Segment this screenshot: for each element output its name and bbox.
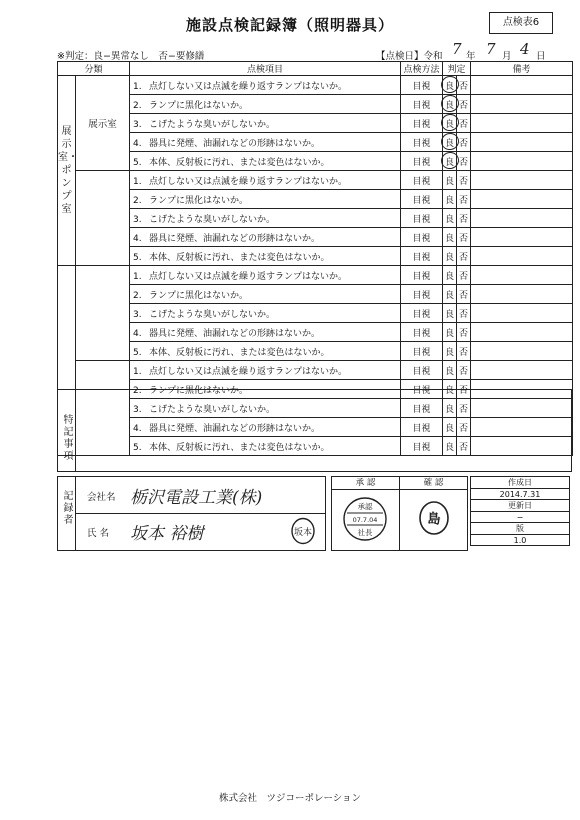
table-row <box>58 266 573 285</box>
item-cell <box>130 285 401 304</box>
table-row <box>58 285 573 304</box>
judgement-good[interactable] <box>443 285 457 304</box>
created-date: 2014.7.31 <box>471 489 570 500</box>
inspection-day: 4 <box>520 40 530 58</box>
item-cell <box>130 171 401 190</box>
item-cell <box>130 114 401 133</box>
table-row <box>58 171 573 190</box>
remarks-cell[interactable] <box>471 304 573 323</box>
judgement-bad[interactable]: 否 <box>457 114 471 133</box>
item-cell <box>130 228 401 247</box>
item-number: 3. <box>133 404 142 415</box>
good-mark: 良 <box>445 98 454 111</box>
remarks-cell[interactable] <box>471 114 573 133</box>
judgement-bad[interactable]: 否 <box>457 399 471 418</box>
remarks-cell[interactable] <box>471 228 573 247</box>
person-name-value: 坂本 裕樹 <box>130 524 204 544</box>
footer-company: 株式会社 ツジコーポレーション <box>218 793 362 804</box>
item-cell <box>130 266 401 285</box>
inspection-date-label: 【点検日】令和 <box>376 51 443 62</box>
area-label: 展示室・ポンプ室 <box>58 76 76 266</box>
judgement-good[interactable] <box>443 133 457 152</box>
item-cell <box>130 190 401 209</box>
judgement-bad[interactable]: 否 <box>457 342 471 361</box>
judgement-bad[interactable]: 否 <box>457 133 471 152</box>
form-number: 点検表6 <box>489 12 553 34</box>
table-row <box>58 114 573 133</box>
judgement-good[interactable] <box>443 209 457 228</box>
item-number: 1. <box>133 271 142 282</box>
good-mark: 良 <box>445 79 454 92</box>
judgement-good[interactable] <box>443 76 457 95</box>
item-number: 5. <box>133 442 142 453</box>
item-text: ランプに黒化はないか。 <box>149 195 249 206</box>
approval-box <box>331 476 468 551</box>
item-cell <box>130 323 401 342</box>
method-cell: 目視 <box>401 380 443 399</box>
item-cell <box>130 76 401 95</box>
approval-divider <box>399 489 400 550</box>
seal-text: 坂本 <box>293 528 313 538</box>
created-label: 作成日 <box>471 477 570 489</box>
method-cell: 目視 <box>401 247 443 266</box>
remarks-cell[interactable] <box>471 133 573 152</box>
method-cell: 目視 <box>401 228 443 247</box>
good-mark: 良 <box>445 328 455 339</box>
item-number: 2. <box>133 290 142 301</box>
good-mark: 良 <box>445 155 454 168</box>
method-cell: 目視 <box>401 399 443 418</box>
item-number: 3. <box>133 214 142 225</box>
remarks-cell[interactable] <box>471 342 573 361</box>
table-row <box>58 95 573 114</box>
judgement-good[interactable] <box>443 247 457 266</box>
item-text: 器具に発煙、油漏れなどの形跡はないか。 <box>149 233 321 244</box>
good-mark: 良 <box>445 252 455 263</box>
good-mark: 良 <box>445 309 455 320</box>
confirm-seal <box>417 499 451 537</box>
good-mark: 良 <box>445 214 455 225</box>
item-number: 4. <box>133 328 142 339</box>
stamp-date: 07.7.04 <box>352 516 378 524</box>
confirm-seal-text: 島 <box>427 512 441 527</box>
judgement-good[interactable] <box>443 152 457 171</box>
item-text: ランプに黒化はないか。 <box>149 290 249 301</box>
table-row <box>58 133 573 152</box>
good-mark: 良 <box>445 195 455 206</box>
header-item: 点検項目 <box>130 62 401 76</box>
judgement-good[interactable] <box>443 228 457 247</box>
item-text: 器具に発煙、油漏れなどの形跡はないか。 <box>149 328 321 339</box>
item-text: こげたような臭いがしないか。 <box>149 309 276 320</box>
room-cell <box>76 266 130 361</box>
stamp-top: 承認 <box>357 502 373 511</box>
room-cell <box>76 171 130 266</box>
version-value: 1.0 <box>471 535 570 546</box>
item-number: 1. <box>133 81 142 92</box>
remarks-cell[interactable] <box>471 285 573 304</box>
judgement-bad[interactable]: 否 <box>457 95 471 114</box>
good-mark: 良 <box>445 117 454 130</box>
item-number: 3. <box>133 119 142 130</box>
item-cell <box>130 95 401 114</box>
item-text: 本体、反射板に汚れ、または変色はないか。 <box>149 157 330 168</box>
header-remarks: 備考 <box>471 62 573 76</box>
judgement-criteria: ※判定：良−異常なし 否−要修繕 <box>57 51 205 62</box>
room-cell: 展示室 <box>76 76 130 171</box>
item-number: 2. <box>133 100 142 111</box>
good-mark: 良 <box>445 423 455 434</box>
remarks-cell[interactable] <box>471 152 573 171</box>
item-text: ランプに黒化はないか。 <box>149 385 249 396</box>
method-cell: 目視 <box>401 171 443 190</box>
judgement-bad[interactable]: 否 <box>457 190 471 209</box>
company-name-value: 栃沢電設工業(株) <box>130 488 263 508</box>
good-mark: 良 <box>445 176 455 187</box>
table-row <box>58 342 573 361</box>
good-mark: 良 <box>445 271 455 282</box>
remarks-cell[interactable] <box>471 323 573 342</box>
method-cell: 目視 <box>401 418 443 437</box>
item-text: 器具に発煙、油漏れなどの形跡はないか。 <box>149 423 321 434</box>
table-row <box>58 209 573 228</box>
header-method: 点検方法 <box>401 62 443 76</box>
version-label: 版 <box>471 523 570 535</box>
table-row <box>58 247 573 266</box>
method-cell: 目視 <box>401 76 443 95</box>
item-number: 3. <box>133 309 142 320</box>
item-number: 5. <box>133 252 142 263</box>
good-mark: 良 <box>445 442 455 453</box>
document-meta-table <box>470 476 570 546</box>
judgement-bad[interactable]: 否 <box>457 152 471 171</box>
updated-value: − <box>471 512 570 523</box>
good-mark: 良 <box>445 404 455 415</box>
special-notes-label: 特記事項 <box>58 390 76 471</box>
item-text: 器具に発煙、油漏れなどの形跡はないか。 <box>149 138 321 149</box>
item-text: こげたような臭いがしないか。 <box>149 119 276 130</box>
recorder-label: 記録者 <box>58 477 76 550</box>
item-cell <box>130 152 401 171</box>
method-cell: 目視 <box>401 285 443 304</box>
judgement-bad[interactable]: 否 <box>457 76 471 95</box>
judgement-bad[interactable]: 否 <box>457 228 471 247</box>
remarks-cell[interactable] <box>471 247 573 266</box>
table-row <box>58 304 573 323</box>
judgement-bad[interactable]: 否 <box>457 171 471 190</box>
table-row <box>58 361 573 380</box>
stamp-bottom: 社長 <box>357 528 373 537</box>
approve-header: 承 認 <box>332 477 400 490</box>
year-unit: 年 <box>466 51 476 62</box>
judgement-bad[interactable]: 否 <box>457 323 471 342</box>
recorder-seal <box>290 517 316 545</box>
judgement-bad[interactable]: 否 <box>457 437 471 456</box>
company-name-label: 会社名 <box>87 492 116 503</box>
confirm-header: 確 認 <box>400 477 467 490</box>
method-cell: 目視 <box>401 114 443 133</box>
item-number: 2. <box>133 195 142 206</box>
remarks-cell[interactable] <box>471 361 573 380</box>
remarks-cell[interactable] <box>471 190 573 209</box>
remarks-cell[interactable] <box>471 266 573 285</box>
method-cell: 目視 <box>401 133 443 152</box>
page-title: 施設点検記録簿（照明器具） <box>185 16 394 34</box>
method-cell: 目視 <box>401 266 443 285</box>
judgement-good[interactable] <box>443 114 457 133</box>
judgement-bad[interactable]: 否 <box>457 266 471 285</box>
header-category: 分類 <box>58 62 130 76</box>
table-row <box>58 152 573 171</box>
judgement-bad[interactable]: 否 <box>457 380 471 399</box>
inspection-month: 7 <box>486 40 496 58</box>
judgement-good[interactable] <box>443 342 457 361</box>
item-number: 5. <box>133 347 142 358</box>
item-text: 本体、反射板に汚れ、または変色はないか。 <box>149 347 330 358</box>
table-row <box>58 76 573 95</box>
item-text: 点灯しない又は点滅を繰り返すランプはないか。 <box>149 81 348 92</box>
judgement-good[interactable] <box>443 190 457 209</box>
good-mark: 良 <box>445 233 455 244</box>
item-text: ランプに黒化はないか。 <box>149 100 249 111</box>
recorder-box <box>57 476 326 551</box>
remarks-cell[interactable] <box>471 95 573 114</box>
item-cell <box>130 133 401 152</box>
item-text: 点灯しない又は点滅を繰り返すランプはないか。 <box>149 271 348 282</box>
method-cell: 目視 <box>401 209 443 228</box>
person-name-label: 氏 名 <box>87 528 110 539</box>
method-cell: 目視 <box>401 361 443 380</box>
good-mark: 良 <box>445 385 455 396</box>
remarks-cell[interactable] <box>471 209 573 228</box>
item-text: 本体、反射板に汚れ、または変色はないか。 <box>149 442 330 453</box>
item-number: 2. <box>133 385 142 396</box>
method-cell: 目視 <box>401 304 443 323</box>
table-row <box>58 323 573 342</box>
judgement-bad[interactable]: 否 <box>457 418 471 437</box>
item-cell <box>130 209 401 228</box>
special-notes-box[interactable] <box>57 389 572 472</box>
table-row <box>58 190 573 209</box>
judgement-bad[interactable]: 否 <box>457 209 471 228</box>
method-cell: 目視 <box>401 323 443 342</box>
judgement-good[interactable] <box>443 361 457 380</box>
item-number: 1. <box>133 176 142 187</box>
remarks-cell[interactable] <box>471 76 573 95</box>
judgement-good[interactable] <box>443 323 457 342</box>
judgement-good[interactable] <box>443 171 457 190</box>
item-cell <box>130 342 401 361</box>
item-number: 4. <box>133 138 142 149</box>
item-number: 4. <box>133 423 142 434</box>
good-mark: 良 <box>445 347 455 358</box>
item-text: 点灯しない又は点滅を繰り返すランプはないか。 <box>149 176 348 187</box>
remarks-cell[interactable] <box>471 171 573 190</box>
day-unit: 日 <box>536 51 546 62</box>
judgement-good[interactable] <box>443 304 457 323</box>
item-text: こげたような臭いがしないか。 <box>149 404 276 415</box>
item-text: 本体、反射板に汚れ、または変色はないか。 <box>149 252 330 263</box>
method-cell: 目視 <box>401 190 443 209</box>
good-mark: 良 <box>445 366 455 377</box>
item-number: 4. <box>133 233 142 244</box>
item-number: 5. <box>133 157 142 168</box>
updated-label: 更新日 <box>471 500 570 512</box>
method-cell: 目視 <box>401 95 443 114</box>
judgement-bad[interactable]: 否 <box>457 247 471 266</box>
header-judgement: 判定 <box>443 62 471 76</box>
item-text: 点灯しない又は点滅を繰り返すランプはないか。 <box>149 366 348 377</box>
method-cell: 目視 <box>401 342 443 361</box>
item-number: 1. <box>133 366 142 377</box>
good-mark: 良 <box>445 290 455 301</box>
recorder-divider <box>76 513 325 514</box>
method-cell: 目視 <box>401 152 443 171</box>
item-cell <box>130 361 401 380</box>
item-cell <box>130 304 401 323</box>
table-row <box>58 228 573 247</box>
method-cell: 目視 <box>401 437 443 456</box>
judgement-bad[interactable]: 否 <box>457 304 471 323</box>
judgement-good[interactable] <box>443 266 457 285</box>
judgement-good[interactable] <box>443 95 457 114</box>
inspection-era-year: 7 <box>452 40 462 58</box>
judgement-bad[interactable]: 否 <box>457 285 471 304</box>
good-mark: 良 <box>445 136 454 149</box>
item-text: こげたような臭いがしないか。 <box>149 214 276 225</box>
approval-stamp <box>342 494 388 544</box>
judgement-bad[interactable]: 否 <box>457 361 471 380</box>
item-cell <box>130 247 401 266</box>
month-unit: 月 <box>502 51 512 62</box>
